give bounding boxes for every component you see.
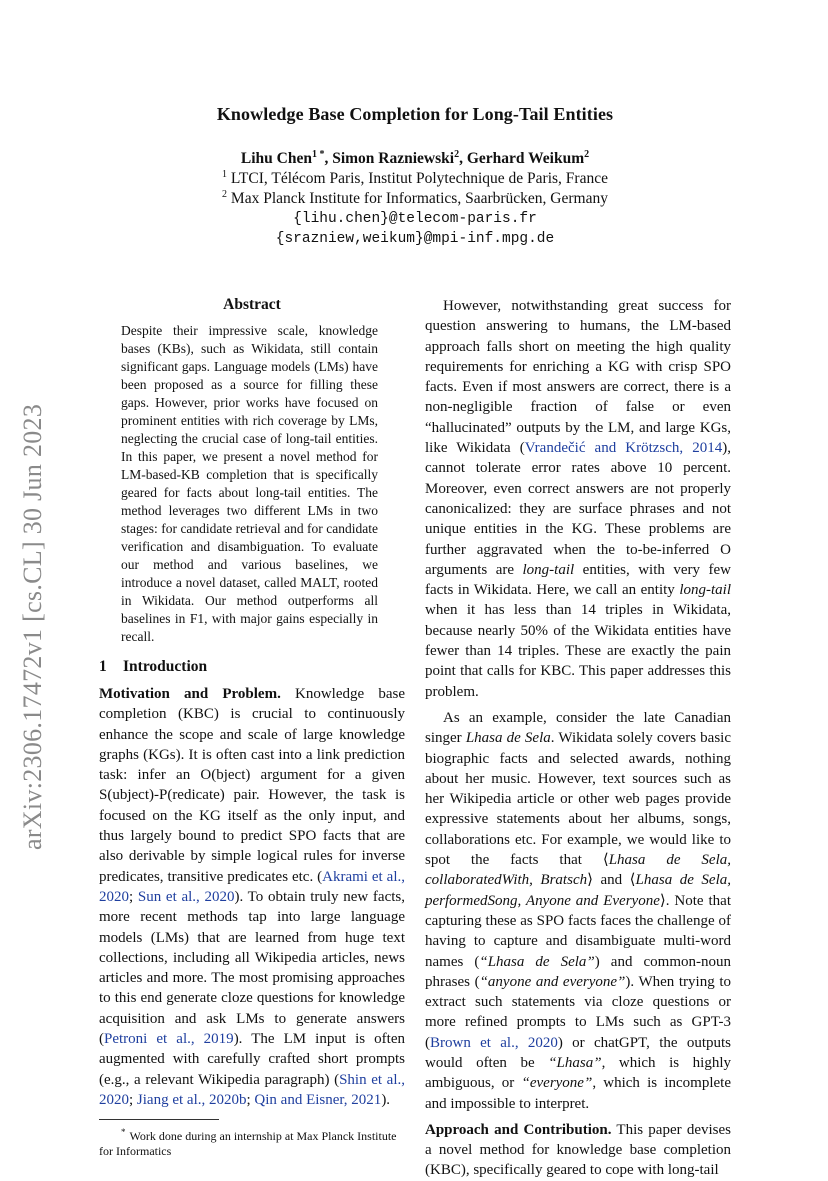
paper-title: Knowledge Base Completion for Long-Tail Entities	[216, 104, 614, 124]
body-text: This paper devises a novel method for knowledge base completion (KBC), specifically geared to cope with long-tail	[425, 1121, 731, 1179]
limitations-paragraph	[425, 296, 731, 702]
body-text: ⟩ and ⟨	[587, 872, 636, 889]
contribution-paragraph	[425, 1120, 731, 1181]
footnote-divider	[99, 1119, 219, 1120]
abstract-heading: Abstract	[223, 296, 281, 313]
affiliation-line	[100, 189, 730, 209]
author-affiliation-mark: 2	[454, 148, 460, 160]
emphasis-text: Lhasa de Sela	[465, 730, 551, 747]
citation-link[interactable]: Akrami et al., 2020	[99, 868, 405, 905]
body-text: ). The LM input is often augmented with carefully crafted short prompts (e.g., a relevant Wikipedia paragraph) (	[99, 1031, 405, 1088]
body-text: ), cannot tolerate error rates above 10 percent. Moreover, even correct answers are not properly canonicalized: they are surface phrases and not unique entities in the KG. These problems are further aggravated when the to-be-inferred O arguments are	[425, 440, 732, 578]
body-text: . Wikidata solely covers basic biographic facts and selected awards, nothing about her music. However, text sources such as her Wikipedia article or other web pages provide expressive statements about her albums, songs, collaborations etc. For example, we would like to spot the facts that ⟨	[425, 730, 731, 869]
citation-link[interactable]: Brown et al., 2020	[430, 1034, 558, 1051]
author-email: {lihu.chen}@telecom-paris.fr	[293, 211, 537, 227]
body-text: ) and common-noun phrases (	[425, 953, 731, 990]
affiliation-mark: 1	[222, 168, 227, 180]
example-paragraph	[425, 708, 731, 1114]
body-text: ;	[246, 1091, 255, 1108]
body-text: ). To obtain truly new facts, more recent methods tap into large language models (LMs) that are learned from huge text collections, including all Wikipedia articles, news articles and more. The most promising approaches to this end generate cloze questions for knowledge acquisition and ask LMs to generate answers (	[99, 888, 406, 1048]
body-text: , which is incomplete and impossible to interpret.	[425, 1075, 731, 1112]
author-name: Gerhard Weikum	[466, 150, 585, 167]
affiliation-mark: 2	[222, 188, 228, 200]
right-column	[425, 296, 731, 1181]
author-separator: ,	[459, 150, 467, 167]
emphasis-text: Lhasa de Sela, collaboratedWith, Bratsch	[425, 852, 731, 889]
affiliation-line	[100, 169, 730, 189]
author-name: Simon Razniewski	[332, 150, 455, 167]
author-affiliation-mark: 1 *	[311, 148, 325, 160]
body-text: ;	[129, 1091, 137, 1108]
body-text: ;	[129, 888, 138, 905]
citation-link[interactable]: Sun et al., 2020	[137, 888, 235, 905]
citation-link[interactable]: Qin and Eisner, 2021	[254, 1091, 382, 1108]
abstract-text: Despite their impressive scale, knowledge bases (KBs), such as Wikidata, still contain significant gaps. Language models (LMs) have been proposed as a source for filling these gaps. However, prior works have focused on prominent entities with rich coverage by LMs, neglecting the crucial case of long-tail entities. In this paper, we present a novel method for LM-based-KB completion that is specifically geared for facts about long-tail entities. The method leverages two different LMs in two stages: for candidate retrieval and for candidate verification and disambiguation. To evaluate our method and various baselines, we introduce a novel dataset, called MALT, rooted in Wikidata. Our method outperforms all baselines in F1, with major gains especially in recall.	[121, 323, 378, 644]
body-text: However, notwithstanding great success for question answering to humans, the LM-based approach falls short on meeting the high quality requirements for enriching a KG with crisp SPO facts. Even if most answers are correct, there is a non-negligible fraction of false or even “hallucinated” outputs by the LM, and large KGs, like Wikidata (	[425, 298, 731, 457]
section-title: Introduction	[123, 658, 208, 675]
body-text: ). When trying to extract such statements via cloze questions or more refined prompts to LMs such as GPT-3 (	[425, 973, 731, 1051]
body-text: ⟩. Note that capturing these as SPO facts faces the challenge of having to capture and disambiguate multi-word names (	[425, 892, 731, 970]
paragraph-lead: Motivation and Problem.	[99, 686, 281, 702]
emphasis-text: “Lhasa”	[548, 1054, 602, 1071]
emphasis-text: long-tail	[679, 582, 731, 599]
section-heading	[99, 658, 405, 676]
body-text: Knowledge base completion (KBC) is crucial to continuously enhance the scope and scale of large knowledge graphs (KGs). It is often cast into a link prediction task: infer an O(bject) argument for a given S(ubject)-P(redicate) pair. However, the task is focused on the KG itself as the only input, and thus largely bound to predict SPO facts that are also derivable by simple logical rules for inverse predicates, transitive predicates etc. (	[99, 686, 405, 885]
body-text: entities, with very few facts in Wikidata. Here, we call an entity	[425, 561, 731, 599]
paragraph-lead: Approach and Contribution.	[425, 1121, 612, 1138]
author-name: Lihu Chen	[240, 150, 312, 167]
section-number: 1	[99, 658, 107, 675]
emphasis-text: “anyone and everyone”	[479, 973, 626, 990]
emphasis-text: “everyone”	[521, 1075, 593, 1092]
body-text: when it has less than 14 triples in Wikidata, because nearly 50% of the Wikidata entities have fewer than 14 triples. These are exactly the pain point that calls for KBC. This paper addresses this problem.	[425, 602, 731, 700]
author-separator: ,	[324, 150, 333, 167]
citation-link[interactable]: Petroni et al., 2019	[104, 1031, 234, 1048]
left-column	[99, 296, 405, 1159]
footnote	[99, 1125, 405, 1159]
citation-link[interactable]: Vrandečić and Krötzsch, 2014	[524, 440, 723, 457]
citation-link[interactable]: Jiang et al., 2020b	[136, 1091, 247, 1108]
motivation-paragraph	[99, 684, 405, 1110]
author-affiliation-mark: 2	[584, 148, 590, 160]
affiliation-text: Max Planck Institute for Informatics, Saarbrücken, Germany	[227, 190, 608, 207]
author-list	[100, 150, 730, 168]
paper-header	[100, 104, 730, 249]
arxiv-identifier-stamp: arXiv:2306.17472v1 [cs.CL] 30 Jun 2023	[18, 403, 47, 850]
citation-link[interactable]: Shin et al., 2020	[99, 1071, 405, 1108]
body-text: As an example, consider the late Canadian singer	[425, 709, 731, 747]
author-email: {srazniew,weikum}@mpi-inf.mpg.de	[275, 231, 555, 247]
emphasis-text: Lhasa de Sela, performedSong, Anyone and Everyone	[425, 872, 731, 909]
affiliation-text: LTCI, Télécom Paris, Institut Polytechnique de Paris, France	[227, 170, 608, 187]
body-text: , which is highly ambiguous, or	[425, 1054, 732, 1092]
body-text: ).	[381, 1091, 391, 1108]
emphasis-text: “Lhasa de Sela”	[479, 953, 595, 970]
footnote-mark: *	[121, 1127, 126, 1138]
emphasis-text: long-tail	[522, 561, 575, 578]
footnote-text: Work done during an internship at Max Planck Institute for Informatics	[99, 1129, 397, 1159]
body-text: ) or chatGPT, the outputs would often be	[425, 1034, 731, 1071]
